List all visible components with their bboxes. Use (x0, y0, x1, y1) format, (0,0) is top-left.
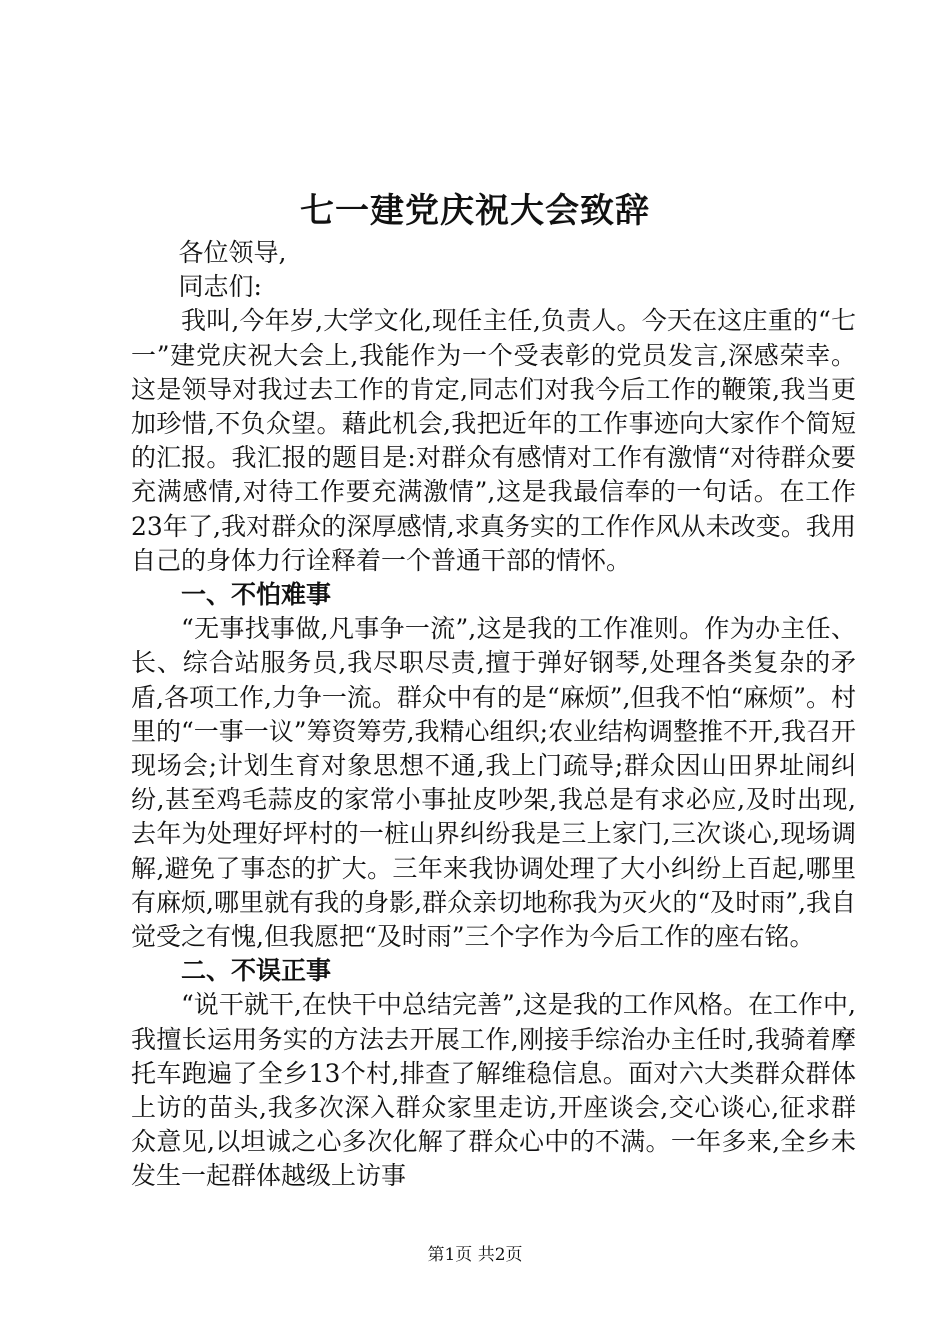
section-paragraph: “说干就干,在快干中总结完善”,这是我的工作风格。在工作中,我擅长运用务实的方法去开展工作,刚接手综治办主任时,我骑着摩托车跑遍了全乡13个村,排查了解维稳信息。面对六大类群众群体上访的苗头,我多次深入群众家里走访,开座谈会,交心谈心,征求群众意见,以坦诚之心多次化解了群众心中的不满。一年多来,全乡未发生一起群体越级上访事 (131, 990, 856, 1191)
document-body (131, 236, 856, 1194)
page-footer: 第1页 共2页 (427, 1245, 523, 1265)
section-heading: 一、不怕难事 (181, 580, 332, 610)
intro-paragraph: 我叫,今年岁,大学文化,现任主任,负责人。今天在这庄重的“七一”建党庆祝大会上,我能作为一个受表彰的党员发言,深感荣幸。这是领导对我过去工作的肯定,同志们对我今后工作的鞭策,我当更加珍惜,不负众望。藉此机会,我把近年的工作事迹向大家作个简短的汇报。我汇报的题目是:对群众有感情对工作有激情“对待群众要充满感情,对待工作要充满激情”,这是我最信奉的一句话。在工作23年了,我对群众的深厚感情,求真务实的工作作风从未改变。我用自己的身体力行诠释着一个普通干部的情怀。 (131, 306, 856, 575)
greeting-line: 同志们: (178, 272, 262, 302)
section-heading: 二、不误正事 (181, 956, 332, 986)
greeting-line: 各位领导, (178, 238, 287, 267)
section-paragraph: “无事找事做,凡事争一流”,这是我的工作准则。作为办主任、长、综合站服务员,我尽职尽责,擅于弹好钢琴,处理各类复杂的矛盾,各项工作,力争一流。群众中有的是“麻烦”,但我不怕“麻烦”。村里的“一事一议”筹资筹劳,我精心组织;农业结构调整推不开,我召开现场会;计划生育对象思想不通,我上门疏导;群众因山田界址闹纠纷,甚至鸡毛蒜皮的家常小事扯皮吵架,我总是有求必应,及时出现,去年为处理好坪村的一桩山界纠纷我是三上家门,三次谈心,现场调解,避免了事态的扩大。三年来我协调处理了大小纠纷上百起,哪里有麻烦,哪里就有我的身影,群众亲切地称我为灭火的“及时雨”,我自觉受之有愧,但我愿把“及时雨”三个字作为今后工作的座右铭。 (131, 614, 856, 952)
document-title: 七一建党庆祝大会致辞 (300, 191, 650, 231)
